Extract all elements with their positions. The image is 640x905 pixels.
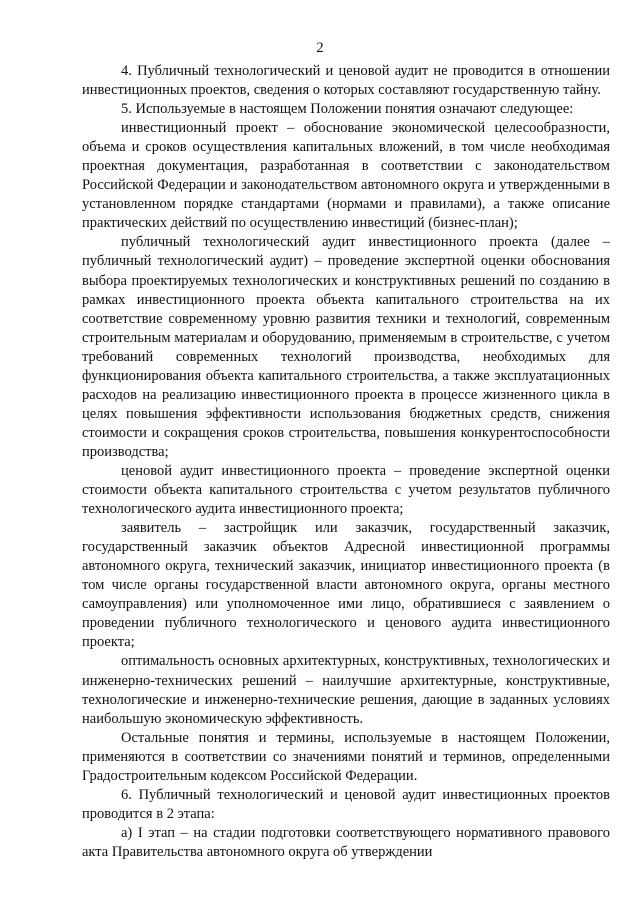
definition-optimality: оптимальность основных архитектурных, конструктивных, технологических и инженерно-технических решений – наилучшие архитектурные, конструктивные, технологические и инженерно-технические решения, дающие в заданных условиях наибольшую экономическую эффективность. <box>82 653 610 727</box>
definition-public-technological-audit: публичный технологический аудит инвестиционного проекта (далее – публичный технологический аудит) – проведение экспертной оценки обоснования выбора проектируемых технологических и конструктивных решений по созданию в рамках инвестиционного проекта объекта капитального строительства на их соответствие современному уровню развития техники и технологий, современным строительным материалам и оборудованию, применяемым в строительстве, с учетом требований современных технологий производства, необходимых для функционирования объекта капитального строительства, а также эксплуатационных расходов на реализацию инвестиционного проекта в процессе жизненного цикла в целях повышения эффективности использования бюджетных средств, снижения стоимости и сокращения сроков строительства, повышения конкурентоспособности производства; <box>82 234 610 460</box>
document-body <box>82 62 610 862</box>
paragraph-stage-a: а) I этап – на стадии подготовки соответствующего нормативного правового акта Правительства автономного округа об утверждении <box>82 824 610 860</box>
paragraph-item-4-exemption: 4. Публичный технологический и ценовой аудит не проводится в отношении инвестиционных проектов, сведения о которых составляют государственную тайну. <box>82 63 610 99</box>
paragraph-other-terms: Остальные понятия и термины, используемые в настоящем Положении, применяются в соответствии со значениями понятий и терминов, определенными Градостроительным кодексом Российской Федерации. <box>82 729 610 784</box>
paragraph-item-5-definitions-intro: 5. Используемые в настоящем Положении понятия означают следующее: <box>121 101 574 118</box>
definition-investment-project: инвестиционный проект – обоснование экономической целесообразности, объема и сроков осуществления капитальных вложений, в том числе необходимая проектная документация, разработанная в соответствии с законодательством Российской Федерации и законодательством автономного округа и утвержденными в установленном порядке стандартами (нормами и правилами), а также описание практических действий по осуществлению инвестиций (бизнес-план); <box>82 120 610 232</box>
page-number: 2 <box>316 40 324 56</box>
paragraph-item-6-stages: 6. Публичный технологический и ценовой аудит инвестиционных проектов проводится в 2 этапа: <box>82 786 610 822</box>
definition-applicant: заявитель – застройщик или заказчик, государственный заказчик, государственный заказчик объектов Адресной инвестиционной программы автономного округа, технический заказчик, инициатор инвестиционного проекта (в том числе органы государственной власти автономного округа, органы местного самоуправления) или уполномоченное ими лицо, обратившиеся с заявлением о проведении публичного технологического и ценового аудита инвестиционного проекта; <box>82 520 610 651</box>
definition-price-audit: ценовой аудит инвестиционного проекта – проведение экспертной оценки стоимости объекта капитального строительства с учетом результатов публичного технологического аудита инвестиционного проекта; <box>82 462 610 518</box>
